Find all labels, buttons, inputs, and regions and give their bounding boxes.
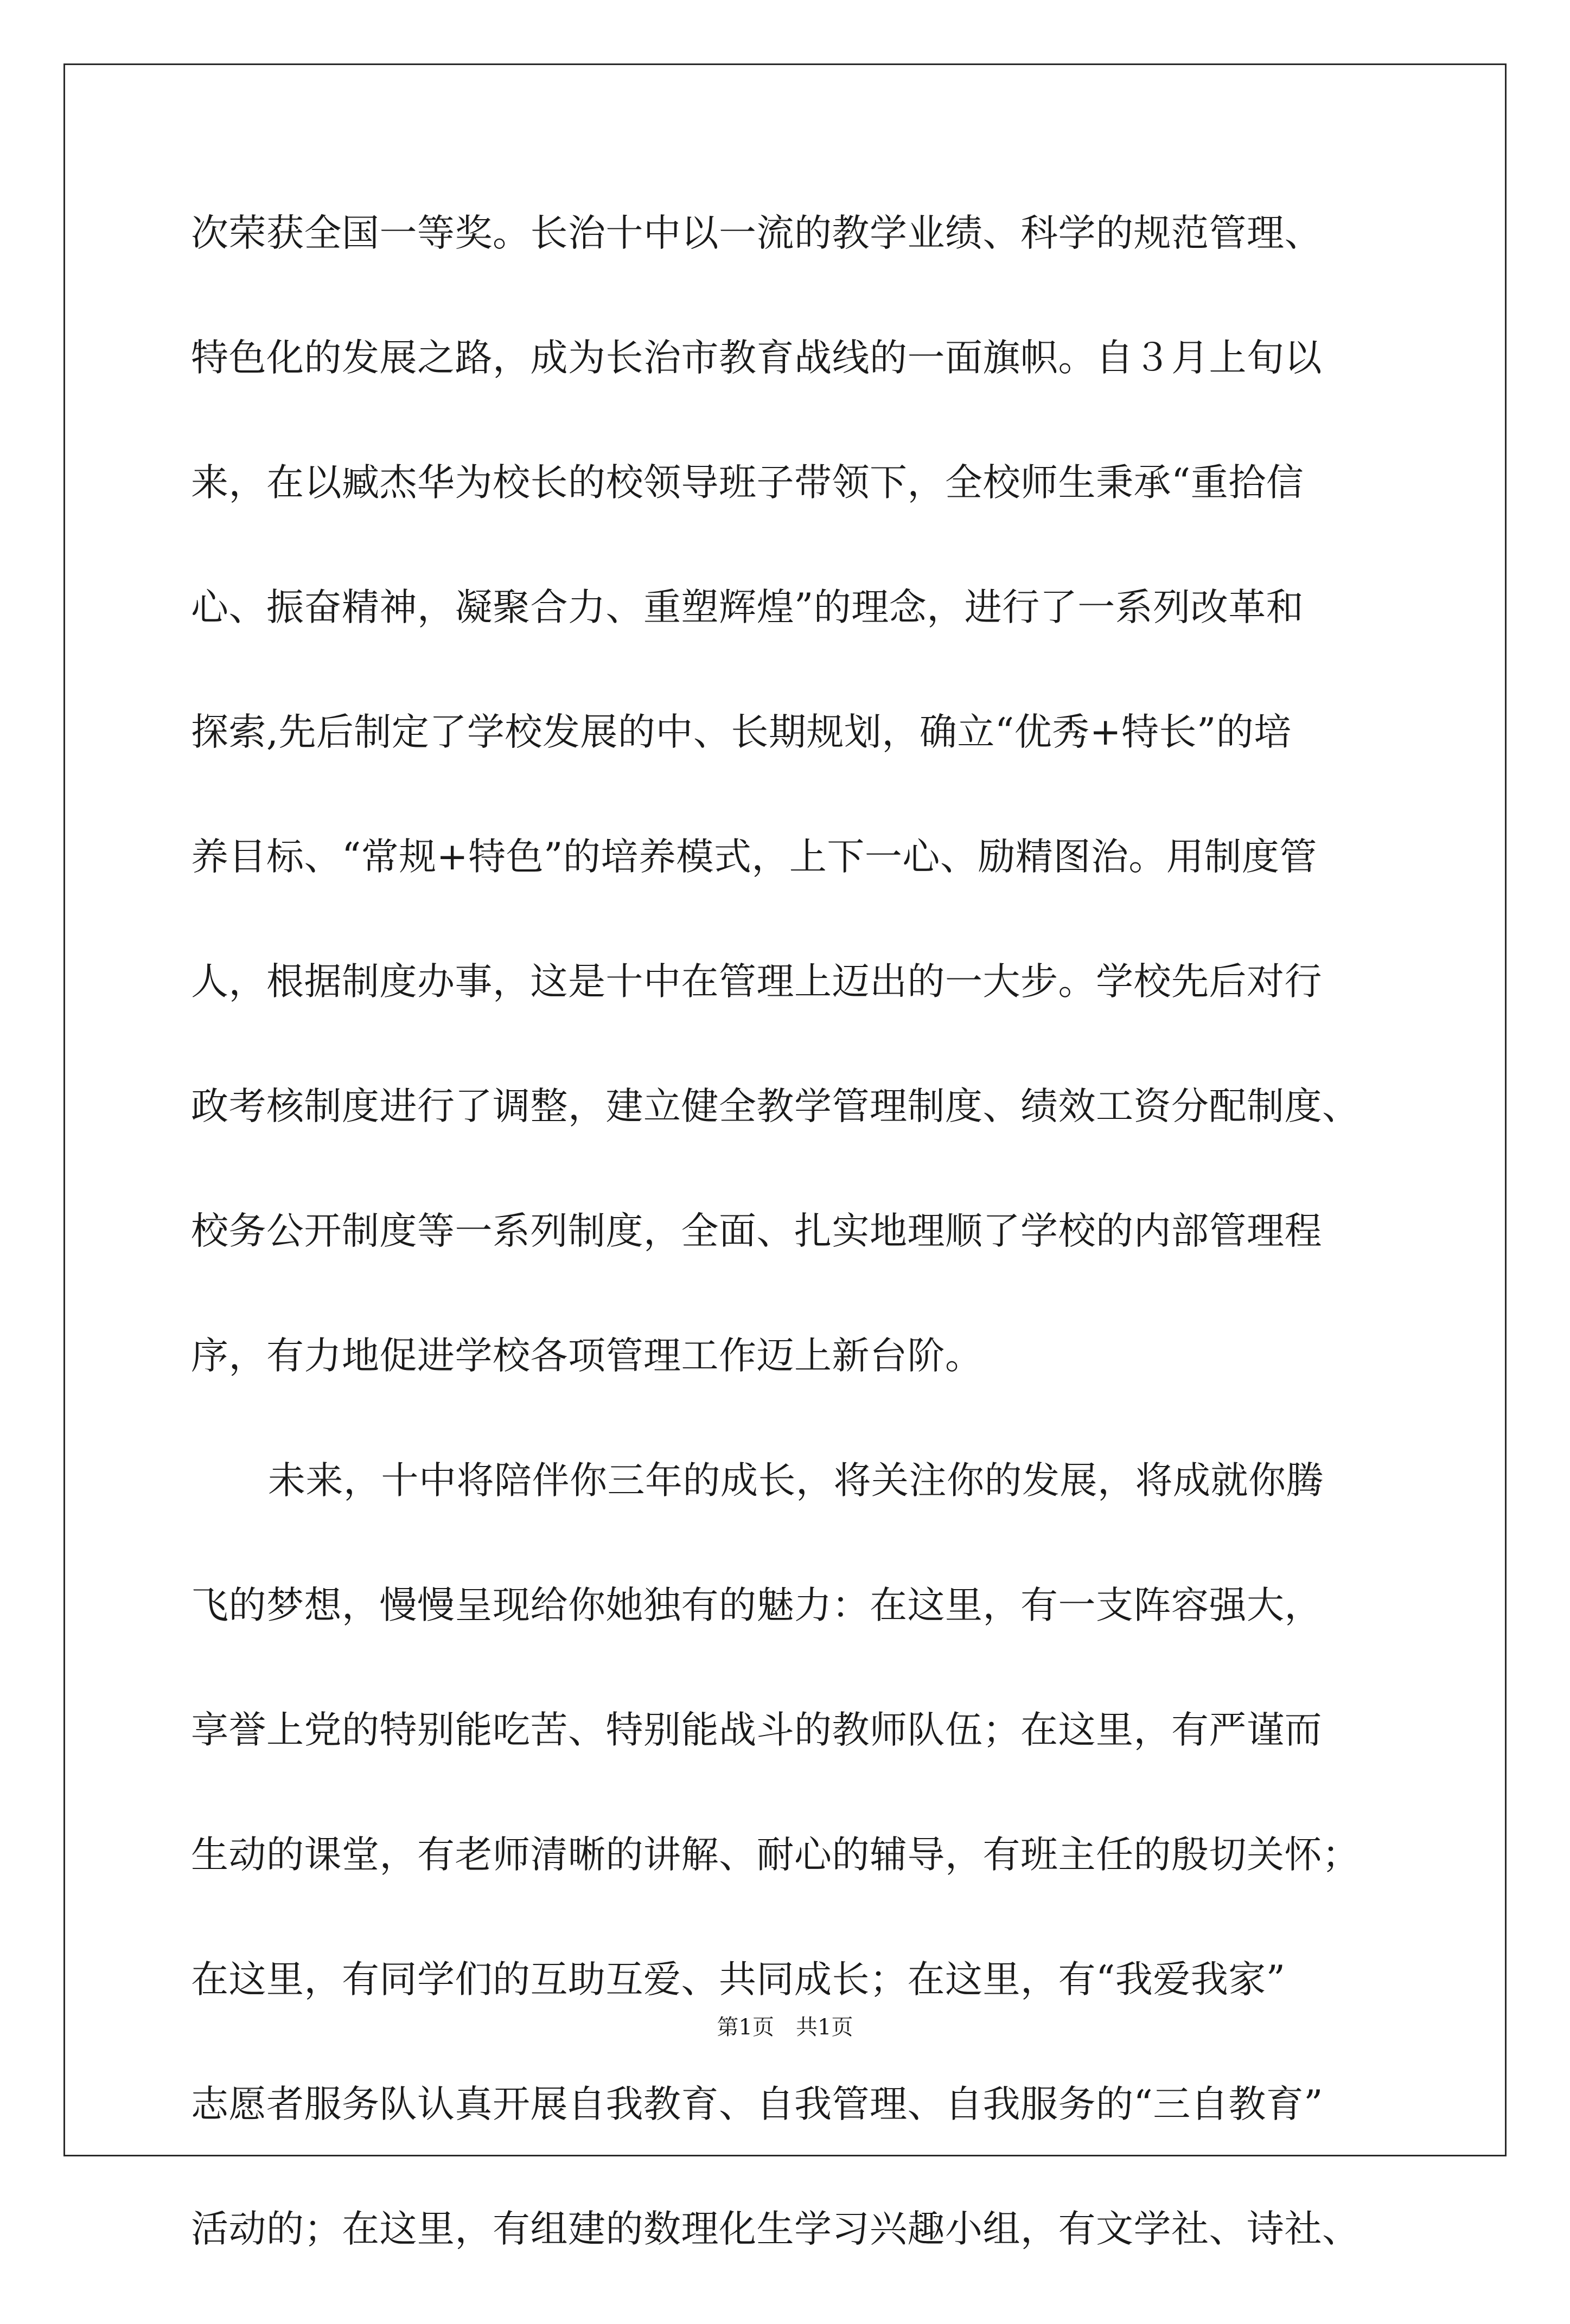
text-line: 在这里，有同学们的互助互爱、共同成长；在这里，有“我爱我家” <box>191 1958 1286 2001</box>
document-body <box>191 203 1384 2324</box>
text-line: 心、振奋精神，凝聚合力、重塑辉煌”的理念，进行了一系列改革和 <box>191 586 1304 629</box>
paragraph-start-line: 未来，十中将陪伴你三年的成长，将关注你的发展，将成就你腾 <box>268 1459 1324 1502</box>
page-number-footer: 第1页 共1页 <box>717 2015 853 2040</box>
text-line: 来，在以臧杰华为校长的校领导班子带领下，全校师生秉承“重拾信 <box>191 461 1304 504</box>
text-line: 享誉上党的特别能吃苦、特别能战斗的教师队伍；在这里，有严谨而 <box>191 1708 1322 1752</box>
text-line: 校务公开制度等一系列制度，全面、扎实地理顺了学校的内部管理程 <box>191 1209 1322 1253</box>
text-line: 飞的梦想，慢慢呈现给你她独有的魅力：在这里，有一支阵容强大， <box>191 1584 1322 1627</box>
text-line: 生动的课堂，有老师清晰的讲解、耐心的辅导，有班主任的殷切关怀； <box>191 1833 1360 1877</box>
text-line: 人，根据制度办事，这是十中在管理上迈出的一大步。学校先后对行 <box>191 960 1322 1003</box>
text-line: 志愿者服务队认真开展自我教育、自我管理、自我服务的“三自教育” <box>191 2083 1324 2126</box>
text-line: 特色化的发展之路，成为长治市教育战线的一面旗帜。自３月上旬以 <box>191 336 1322 380</box>
text-line: 序，有力地促进学校各项管理工作迈上新台阶。 <box>191 1334 983 1378</box>
text-line: 活动的；在这里，有组建的数理化生学习兴趣小组，有文学社、诗社、 <box>191 2207 1360 2251</box>
text-line: 次荣获全国一等奖。长治十中以一流的教学业绩、科学的规范管理、 <box>191 212 1322 255</box>
text-line: 探索,先后制定了学校发展的中、长期规划，确立“优秀+特长”的培 <box>191 710 1292 754</box>
text-line: 政考核制度进行了调整，建立健全教学管理制度、绩效工资分配制度、 <box>191 1085 1360 1128</box>
text-line: 养目标、“常规+特色”的培养模式，上下一心、励精图治。用制度管 <box>191 835 1317 879</box>
